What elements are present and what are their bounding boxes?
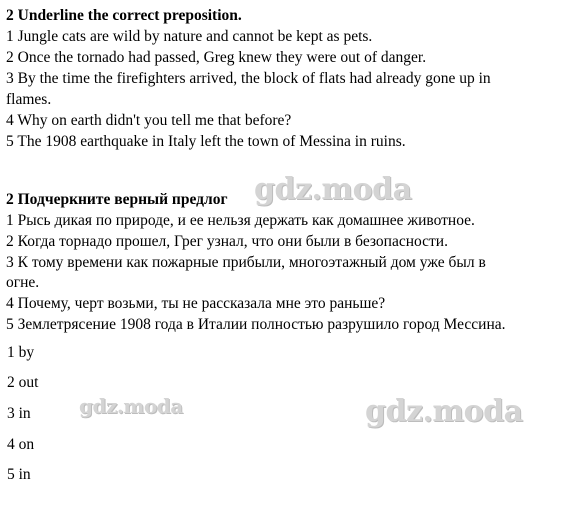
english-sentence-4: 4 Why on earth didn't you tell me that before? xyxy=(6,112,292,129)
russian-sentence-3-continued: огне. xyxy=(6,274,40,291)
english-sentence-2: 2 Once the tornado had passed, Greg knew they were out of danger. xyxy=(6,49,427,66)
answer-3: 3 in xyxy=(7,405,31,422)
english-sentence-3-continued: flames. xyxy=(6,91,52,108)
answer-5: 5 in xyxy=(7,466,31,483)
russian-sentence-3: 3 К тому времени как пожарные прибыли, многоэтажный дом уже был в xyxy=(6,254,486,271)
russian-heading: 2 Подчеркните верный предлог xyxy=(6,191,228,208)
watermark-logo: gdz.moda xyxy=(79,394,183,418)
english-sentence-1: 1 Jungle cats are wild by nature and cannot be kept as pets. xyxy=(6,28,373,45)
english-sentence-5: 5 The 1908 earthquake in Italy left the town of Messina in ruins. xyxy=(6,133,406,150)
watermark-logo: gdz.moda xyxy=(365,394,523,429)
russian-sentence-1: 1 Рысь дикая по природе, и ее нельзя держать как домашнее животное. xyxy=(6,212,475,229)
russian-sentence-4: 4 Почему, черт возьми, ты не рассказала мне это раньше? xyxy=(6,295,386,312)
answer-1: 1 by xyxy=(7,344,35,361)
watermark-logo: gdz.moda xyxy=(254,172,412,207)
answer-4: 4 on xyxy=(7,436,35,453)
english-sentence-3: 3 By the time the firefighters arrived, the block of flats had already gone up in xyxy=(6,70,491,87)
answer-2: 2 out xyxy=(7,374,39,391)
russian-sentence-5: 5 Землетрясение 1908 года в Италии полностью разрушило город Мессина. xyxy=(6,316,506,333)
russian-sentence-2: 2 Когда торнадо прошел, Грег узнал, что они были в безопасности. xyxy=(6,233,448,250)
english-heading: 2 Underline the correct preposition. xyxy=(6,7,242,24)
